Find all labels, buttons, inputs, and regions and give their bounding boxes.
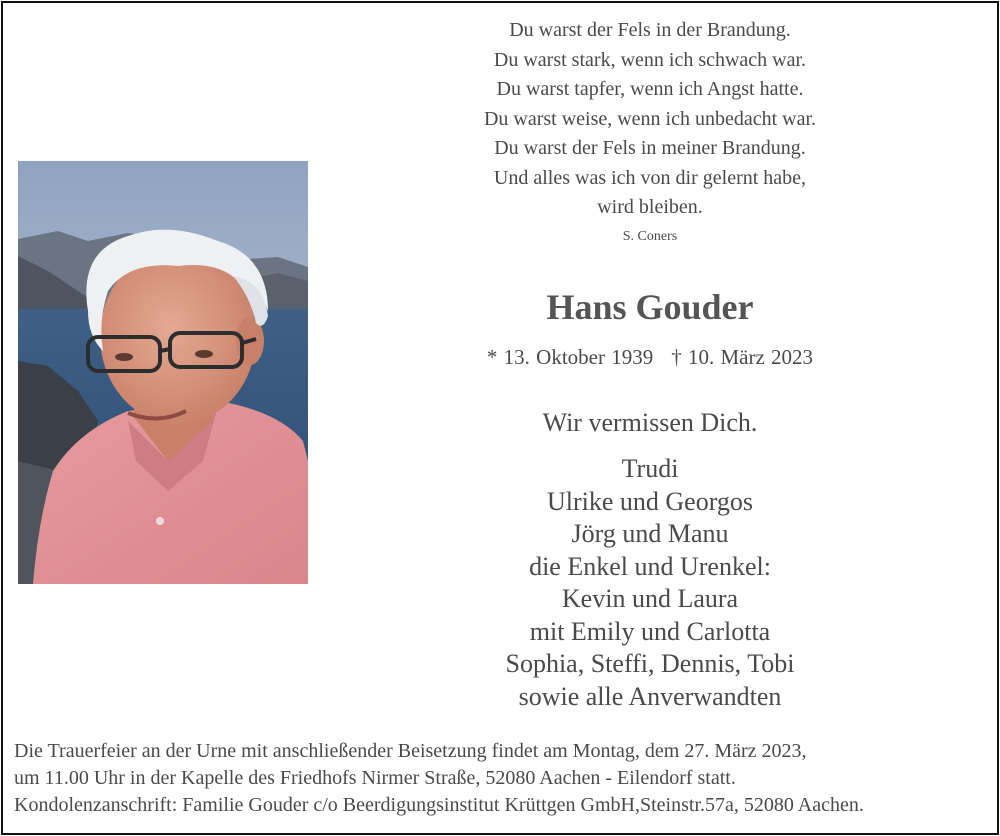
family-line: Jörg und Manu bbox=[571, 519, 729, 548]
funeral-info bbox=[14, 738, 994, 819]
family-line: Sophia, Steffi, Dennis, Tobi bbox=[505, 649, 795, 678]
funeral-info-line: um 11.00 Uhr in der Kapelle des Friedhofs Nirmer Straße, 52080 Aachen - Eilendorf statt. bbox=[14, 767, 736, 789]
poem-line: Du warst tapfer, wenn ich Angst hatte. bbox=[496, 78, 804, 100]
poem-author: S. Coners bbox=[622, 229, 678, 244]
deceased-name: Hans Gouder bbox=[546, 287, 754, 327]
family-line: mit Emily und Carlotta bbox=[529, 616, 771, 646]
portrait-photo bbox=[18, 161, 308, 584]
family-line: Ulrike und Georgos bbox=[546, 486, 754, 516]
birth-date: * 13. Oktober 1939 bbox=[486, 345, 654, 369]
funeral-info-line: Die Trauerfeier an der Urne mit anschließender Beisetzung findet am Montag, dem 27. März 2023, bbox=[14, 740, 807, 762]
family-list bbox=[400, 453, 900, 713]
life-dates bbox=[400, 345, 900, 370]
condolence-address: Kondolenzanschrift: Familie Gouder c/o Beerdigungsinstitut Krüttgen GmbH,Steinstr.57a, 52080 Aachen. bbox=[14, 794, 864, 816]
family-line: Trudi bbox=[621, 454, 679, 483]
remembrance-message: Wir vermissen Dich. bbox=[542, 408, 758, 437]
poem-line: Du warst weise, wenn ich unbedacht war. bbox=[483, 107, 817, 130]
poem-line: Du warst stark, wenn ich schwach war. bbox=[493, 48, 807, 71]
family-line: Kevin und Laura bbox=[561, 584, 739, 613]
poem-line: Du warst der Fels in der Brandung. bbox=[509, 19, 791, 41]
family-line: sowie alle Anverwandten bbox=[518, 681, 782, 711]
death-date: † 10. März 2023 bbox=[671, 345, 814, 369]
poem-line: Und alles was ich von dir gelernt habe, bbox=[493, 166, 807, 189]
poem-line: wird bleiben. bbox=[597, 196, 703, 218]
poem-line: Du warst der Fels in meiner Brandung. bbox=[494, 137, 806, 159]
poem bbox=[400, 16, 900, 223]
family-line: die Enkel und Urenkel: bbox=[529, 551, 771, 581]
